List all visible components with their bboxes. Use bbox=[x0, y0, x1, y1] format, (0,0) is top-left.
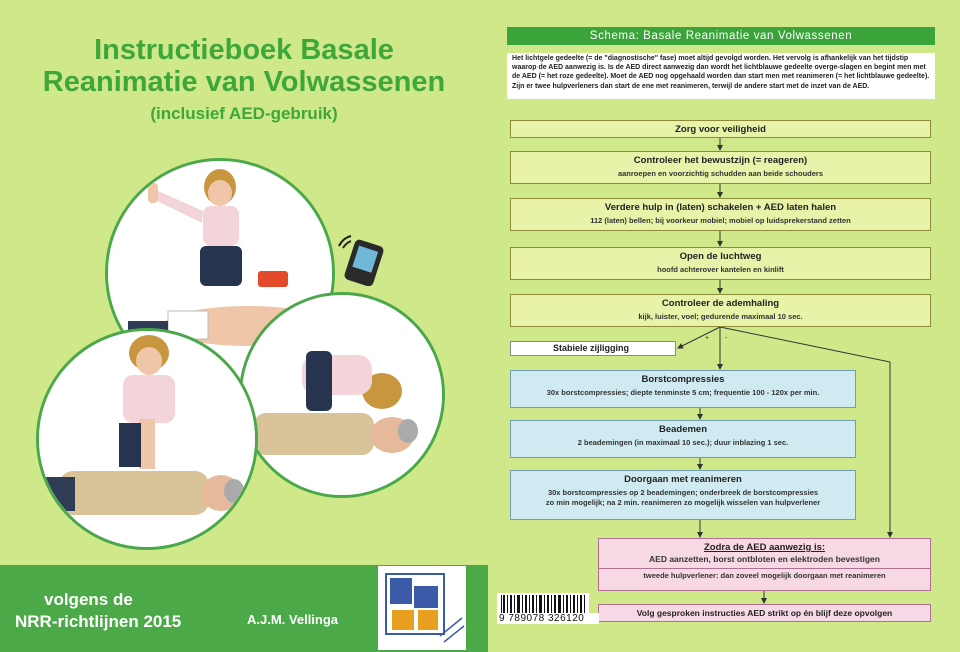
step-title: Stabiele zijligging bbox=[553, 343, 630, 353]
step-title: Doorgaan met reanimeren bbox=[624, 474, 742, 485]
step-borstcompressies bbox=[510, 370, 856, 408]
step-beademen bbox=[510, 420, 856, 458]
divider bbox=[599, 568, 930, 569]
author-name: A.J.M. Vellinga bbox=[247, 612, 339, 627]
step-detail-2: zo min mogelijk; na 2 min. reanimeren zo mogelijk wisselen van hulpverlener bbox=[545, 498, 821, 507]
schema-title: Schema: Basale Reanimatie van Volwassenen bbox=[507, 27, 935, 45]
step-title: Controleer het bewustzijn (= reageren) bbox=[633, 155, 808, 166]
step-title: Volg gesproken instructies AED strikt op én blijf deze opvolgen bbox=[636, 608, 893, 618]
step-detail: aanroepen en voorzichtig schudden aan beide schouders bbox=[617, 169, 824, 178]
step-aed-aanwezig bbox=[598, 538, 931, 591]
step-hulp-inschakelen bbox=[510, 198, 931, 231]
footer-line-2: NRR-richtlijnen 2015 bbox=[15, 612, 182, 631]
step-detail-2: tweede hulpverlener: dan zoveel mogelijk doorgaan met reanimeren bbox=[643, 571, 886, 580]
step-stabiele-zijligging bbox=[510, 341, 676, 356]
step-detail: hoofd achterover kantelen en kinlift bbox=[657, 265, 784, 274]
step-detail-1: 30x borstcompressies op 2 beademingen; onderbreek de borstcompressies bbox=[547, 488, 819, 497]
step-detail: 112 (laten) bellen; bij voorkeur mobiel; mobiel op luidsprekerstand zetten bbox=[590, 216, 851, 225]
branch-minus-label: - bbox=[725, 335, 728, 342]
step-title: Beademen bbox=[658, 424, 708, 435]
barcode-icon bbox=[497, 593, 589, 615]
step-open-luchtweg bbox=[510, 247, 931, 280]
subtitle: (inclusief AED-gebruik) bbox=[150, 104, 338, 123]
step-detail: 30x borstcompressies; diepte tenminste 5 cm; frequentie 100 - 120x per min. bbox=[546, 388, 820, 397]
step-doorgaan-met-reanimeren bbox=[510, 470, 856, 520]
step-detail: AED aanzetten, borst ontbloten en elektroden bevestigen bbox=[649, 554, 880, 564]
step-title: Open de luchtweg bbox=[679, 251, 762, 262]
step-detail: 2 beademingen (in maximaal 10 sec.); duur inblazing 1 sec. bbox=[577, 438, 789, 447]
title-line-2: Reanimatie van Volwassenen bbox=[42, 66, 446, 98]
step-title: Controleer de ademhaling bbox=[661, 298, 780, 309]
step-title: Verdere hulp in (laten) schakelen + AED laten halen bbox=[604, 202, 837, 213]
step-title: Zodra de AED aanwezig is: bbox=[703, 542, 826, 553]
footer-line-1: volgens de bbox=[44, 590, 133, 609]
branch-plus-label: + bbox=[705, 335, 710, 342]
title-line-1: Instructieboek Basale bbox=[94, 34, 394, 66]
step-title: Zorg voor veiligheid bbox=[675, 124, 766, 135]
step-controleer-ademhaling bbox=[510, 294, 931, 327]
step-zorg-voor-veiligheid bbox=[510, 120, 931, 138]
step-controleer-bewustzijn bbox=[510, 151, 931, 184]
step-title: Borstcompressies bbox=[641, 374, 725, 385]
step-volg-instructies-aed bbox=[598, 604, 931, 622]
step-detail: kijk, luister, voel; gedurende maximaal 10 sec. bbox=[638, 312, 803, 321]
isbn-number: 9 789078 326120 bbox=[497, 613, 599, 624]
schema-intro-text: Het lichtgele gedeelte (= de "diagnostische" fase) moet altijd gevolgd worden. Het vervolg is afhankelijk van het tijdstip waarop de AED aanwezig is. Is de AED direct aanwezig dan wordt het lichtblauwe gedeelte overge-slagen en begint men met de AED (= het roze gedeelte). Moet de AED nog opgehaald worden dan start men met reanimeren (= het lichtblauwe gedeelte). Zijn er twee hulpverleners dan start de ene met reanimeren, terwijl de andere start met de inzet van de AED. bbox=[507, 53, 935, 99]
